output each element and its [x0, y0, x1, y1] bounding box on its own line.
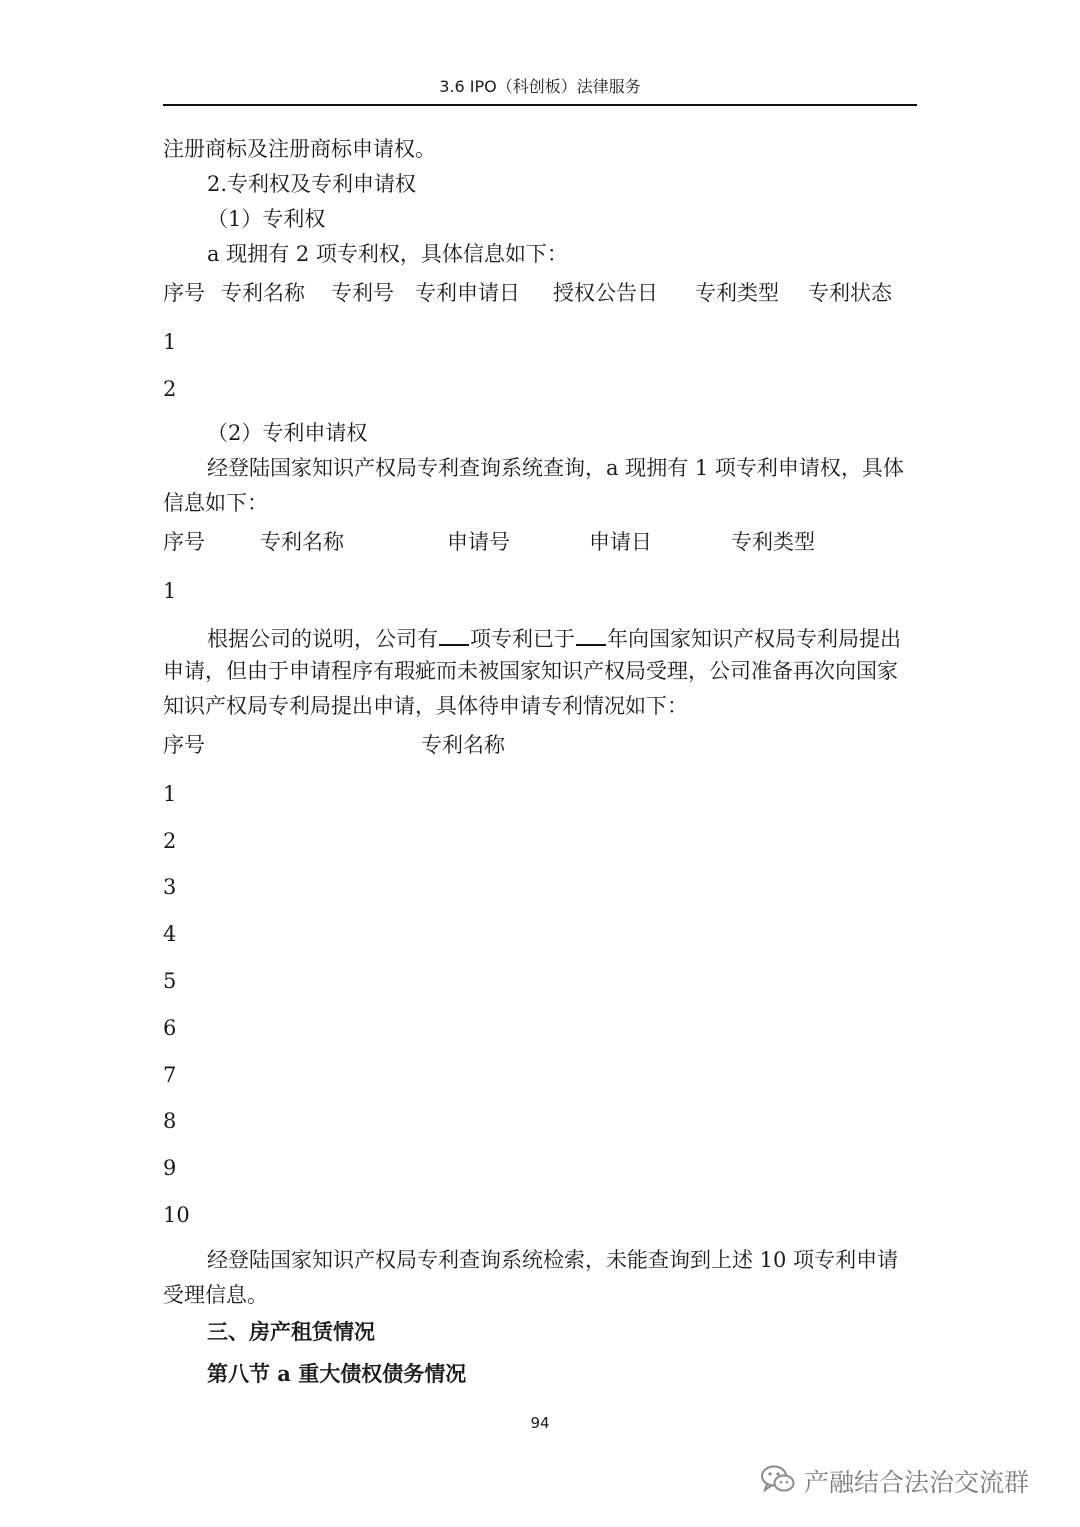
paragraph-line: 经登陆国家知识产权局专利查询系统查询，a 现拥有 1 项专利申请权，具体: [207, 456, 904, 480]
table-row-number: 1: [163, 782, 177, 806]
subsection-heading: （2）专利申请权: [207, 421, 368, 445]
table-row-number: 1: [163, 579, 177, 603]
table-row-number: 8: [163, 1109, 177, 1133]
table-header-cell: 专利名称: [260, 530, 344, 554]
table-row-number: 1: [163, 330, 177, 354]
table-header-cell: 专利名称: [421, 733, 505, 757]
paragraph-line: 知识产权局专利局提出申请，具体待申请专利情况如下：: [163, 694, 688, 718]
table-row-number: 6: [163, 1016, 177, 1040]
table-header-cell: 授权公告日: [553, 281, 658, 305]
table-header-cell: 序号: [163, 281, 205, 305]
paragraph-line: 申请，但由于申请程序有瑕疵而未被国家知识产权局受理，公司准备再次向国家: [163, 659, 898, 683]
table-header-cell: 序号: [163, 733, 205, 757]
table-header-cell: 专利状态: [808, 281, 892, 305]
paragraph-segment: 年向国家知识产权局专利局提出: [607, 627, 901, 651]
table-row-number: 2: [163, 377, 177, 401]
subsection-heading: （1）专利权: [207, 207, 326, 231]
subsection-heading: 2.专利权及专利申请权: [207, 172, 417, 196]
table-header-cell: 专利类型: [731, 530, 815, 554]
table-row-number: 10: [163, 1203, 190, 1227]
table-row-number: 5: [163, 969, 177, 993]
table-header-cell: 申请日: [589, 530, 652, 554]
fill-in-blank: [439, 626, 469, 646]
table-row-number: 4: [163, 922, 177, 946]
table-header-cell: 专利名称: [221, 281, 305, 305]
header-divider: [163, 104, 917, 106]
table-header-cell: 申请号: [447, 530, 510, 554]
table-header-cell: 专利申请日: [415, 281, 520, 305]
section-heading: 三、房产租赁情况: [207, 1319, 375, 1344]
text-line: 注册商标及注册商标申请权。: [163, 137, 436, 161]
table-header-cell: 专利号: [331, 281, 394, 305]
watermark-text: 产融结合法治交流群: [804, 1468, 1030, 1497]
table-row-number: 3: [163, 875, 177, 899]
wechat-icon: [760, 1464, 796, 1499]
watermark: [760, 1463, 1029, 1499]
chapter-heading: 第八节 a 重大债权债务情况: [207, 1361, 467, 1386]
table-row-number: 7: [163, 1063, 177, 1087]
table-row-number: 9: [163, 1156, 177, 1180]
page-header-title: 3.6 IPO（科创板）法律服务: [439, 77, 641, 96]
paragraph-segment: 项专利已于: [470, 627, 575, 651]
table-header-cell: 序号: [163, 530, 205, 554]
paragraph-segment: 根据公司的说明，公司有: [207, 627, 438, 651]
paragraph-line: 经登陆国家知识产权局专利查询系统检索，未能查询到上述 10 项专利申请: [207, 1248, 899, 1272]
page-number: 94: [530, 1414, 550, 1432]
paragraph-line: 信息如下：: [163, 491, 268, 515]
table-row-number: 2: [163, 829, 177, 853]
paragraph-line: [207, 626, 901, 650]
text-line: a 现拥有 2 项专利权，具体信息如下：: [207, 242, 568, 266]
fill-in-blank: [576, 626, 606, 646]
paragraph-line: 受理信息。: [163, 1283, 268, 1307]
table-header-cell: 专利类型: [695, 281, 779, 305]
